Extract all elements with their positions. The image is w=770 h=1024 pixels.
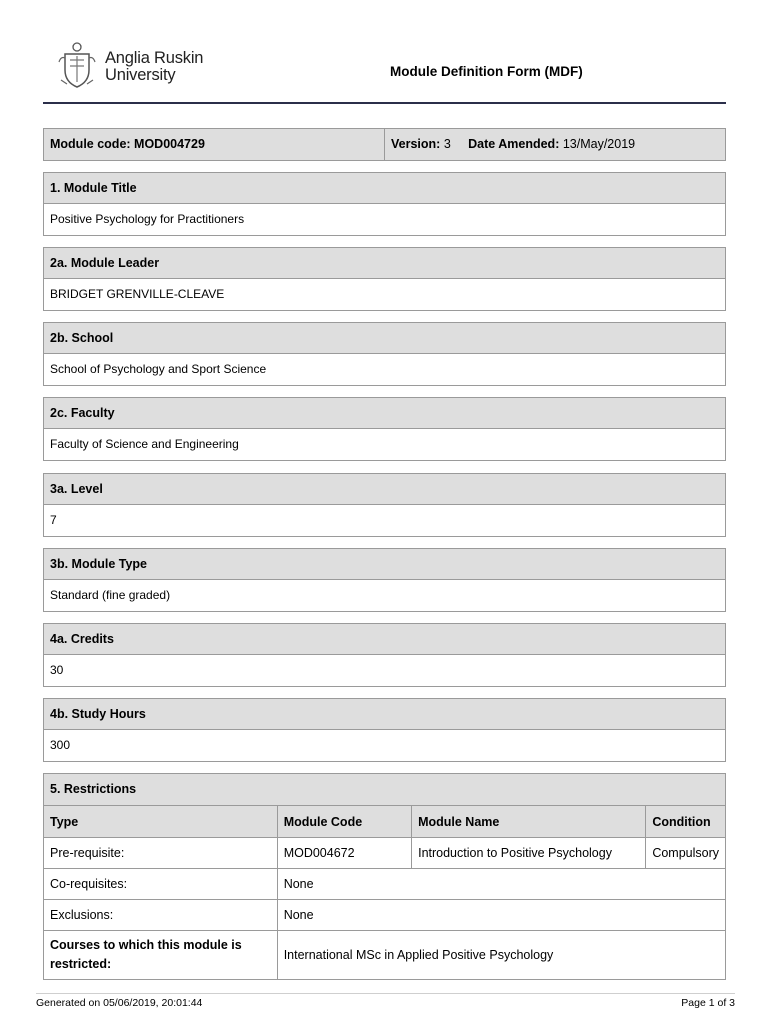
section-module-leader bbox=[43, 247, 726, 311]
cell-value: International MSc in Applied Positive Psychology bbox=[277, 931, 725, 979]
logo-line-2: University bbox=[105, 66, 176, 84]
section-value: Faculty of Science and Engineering bbox=[50, 437, 239, 451]
cell-type: Exclusions: bbox=[44, 900, 277, 931]
section-heading: 5. Restrictions bbox=[44, 774, 725, 805]
section-heading: 2c. Faculty bbox=[44, 398, 725, 429]
section-faculty bbox=[43, 397, 726, 461]
section-restrictions bbox=[43, 773, 726, 980]
section-value: 30 bbox=[50, 663, 64, 677]
logo-line-1: Anglia Ruskin bbox=[105, 49, 204, 67]
table-row bbox=[44, 869, 725, 900]
column-header: Module Name bbox=[412, 806, 646, 838]
version-value: 3 bbox=[443, 137, 451, 151]
section-value: 7 bbox=[50, 513, 57, 527]
page-footer bbox=[36, 993, 735, 1009]
section-heading: 3b. Module Type bbox=[44, 549, 725, 580]
cell-module-name: Introduction to Positive Psychology bbox=[412, 838, 646, 869]
section-level bbox=[43, 473, 726, 537]
page-header bbox=[43, 38, 726, 104]
cell-value: None bbox=[277, 900, 725, 931]
column-header: Module Code bbox=[277, 806, 411, 838]
section-heading: 4b. Study Hours bbox=[44, 699, 725, 730]
version-date bbox=[385, 129, 725, 160]
cell-type: Co-requisites: bbox=[44, 869, 277, 900]
cell-type: Pre-requisite: bbox=[44, 838, 277, 869]
section-heading: 3a. Level bbox=[44, 474, 725, 505]
version-label: Version: bbox=[391, 137, 441, 151]
cell-type: Courses to which this module is restricted: bbox=[44, 931, 277, 979]
section-value: 300 bbox=[50, 738, 71, 752]
date-amended-label: Date Amended: bbox=[468, 137, 560, 151]
section-study-hours bbox=[43, 698, 726, 762]
table-row bbox=[44, 931, 725, 979]
section-module-title bbox=[43, 172, 726, 236]
section-heading: 2b. School bbox=[44, 323, 725, 354]
table-header-row bbox=[44, 806, 725, 838]
module-code: Module code: MOD004729 bbox=[44, 129, 385, 160]
section-module-type bbox=[43, 548, 726, 612]
section-heading: 2a. Module Leader bbox=[44, 248, 725, 279]
table-row bbox=[44, 838, 725, 869]
section-value: Positive Psychology for Practitioners bbox=[50, 212, 245, 226]
cell-value: None bbox=[277, 869, 725, 900]
section-credits bbox=[43, 623, 726, 687]
section-value: BRIDGET GRENVILLE-CLEAVE bbox=[50, 287, 225, 301]
university-logo bbox=[57, 40, 227, 90]
date-amended-value: 13/May/2019 bbox=[562, 137, 636, 151]
section-heading: 1. Module Title bbox=[44, 173, 725, 204]
column-header: Condition bbox=[646, 806, 725, 838]
column-header: Type bbox=[44, 806, 277, 838]
module-code-row bbox=[43, 128, 726, 161]
form-title: Module Definition Form (MDF) bbox=[390, 64, 583, 79]
page-number: Page 1 of 3 bbox=[681, 997, 735, 1009]
restrictions-table bbox=[44, 805, 725, 979]
generated-timestamp: Generated on 05/06/2019, 20:01:44 bbox=[36, 997, 203, 1009]
section-value: Standard (fine graded) bbox=[50, 588, 171, 602]
section-school bbox=[43, 322, 726, 386]
cell-condition: Compulsory bbox=[646, 838, 725, 869]
cell-module-code: MOD004672 bbox=[277, 838, 411, 869]
section-value: School of Psychology and Sport Science bbox=[50, 362, 267, 376]
table-row bbox=[44, 900, 725, 931]
crest-icon bbox=[57, 40, 97, 90]
section-heading: 4a. Credits bbox=[44, 624, 725, 655]
